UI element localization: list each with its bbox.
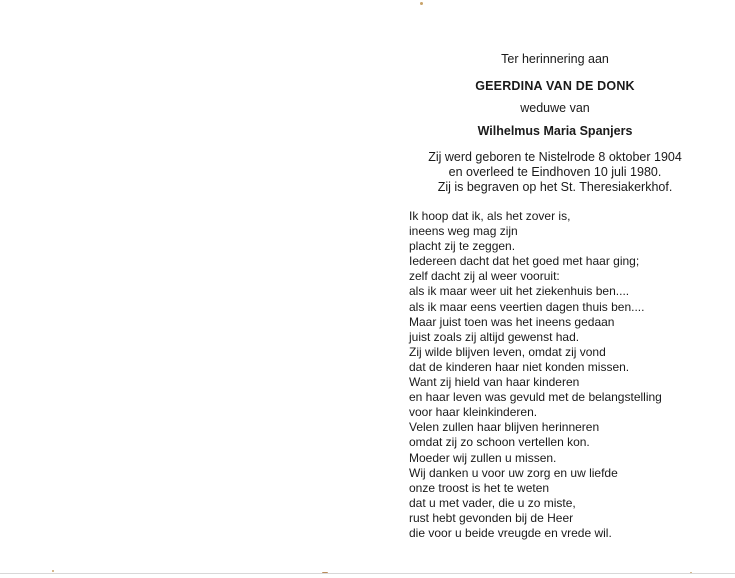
poem-line: Want zij hield van haar kinderen bbox=[409, 375, 580, 390]
spouse-name: Wilhelmus Maria Spanjers bbox=[477, 124, 633, 138]
poem-line: onze troost is het te weten bbox=[409, 480, 550, 495]
poem-line: Ik hoop dat ik, als het zover is, bbox=[409, 209, 571, 223]
poem-line: voor haar kleinkinderen. bbox=[409, 405, 538, 420]
poem-line: dat u met vader, die u zo miste, bbox=[409, 495, 576, 510]
poem-line: Wij danken u voor uw zorg en uw liefde bbox=[409, 465, 618, 480]
poem-line: juist zoals zij altijd gewenst had. bbox=[409, 329, 580, 344]
poem-line: ineens weg mag zijn bbox=[409, 224, 518, 239]
bio-line-death: en overleed te Eindhoven 10 juli 1980. bbox=[448, 165, 662, 179]
bio-line-burial: Zij is begraven op het St. Theresiakerkhof. bbox=[437, 180, 673, 194]
poem-line: en haar leven was gevuld met de belangstelling bbox=[409, 390, 662, 405]
poem-line: rust hebt gevonden bij de Heer bbox=[409, 510, 574, 525]
poem-line: als ik maar weer uit het ziekenhuis ben.... bbox=[409, 284, 630, 299]
poem-line: placht zij te zeggen. bbox=[409, 239, 516, 254]
poem-line: Zij wilde blijven leven, omdat zij vond bbox=[409, 344, 606, 359]
poem-line: Moeder wij zullen u missen. bbox=[409, 450, 557, 465]
poem-line: als ik maar eens veertien dagen thuis ben.... bbox=[409, 299, 645, 314]
poem-line: Velen zullen haar blijven herinneren bbox=[409, 420, 600, 435]
card-bottom-edge bbox=[0, 573, 735, 574]
paper-speck bbox=[420, 2, 423, 5]
deceased-name: GEERDINA VAN DE DONK bbox=[475, 79, 635, 93]
memorial-poem bbox=[409, 209, 729, 541]
widow-of-line: weduwe van bbox=[520, 101, 590, 115]
poem-line: Iedereen dacht dat het goed met haar ging; bbox=[409, 254, 640, 269]
intro-line: Ter herinnering aan bbox=[501, 52, 609, 66]
poem-line: die voor u beide vreugde en vrede wil. bbox=[409, 525, 612, 540]
poem-line: zelf dacht zij al weer vooruit: bbox=[409, 269, 560, 284]
poem-line: Maar juist toen was het ineens gedaan bbox=[409, 314, 615, 329]
poem-line: omdat zij zo schoon vertellen kon. bbox=[409, 435, 590, 450]
poem-line: dat de kinderen haar niet konden missen. bbox=[409, 359, 630, 374]
paper-speck bbox=[52, 570, 54, 572]
bio-line-birth: Zij werd geboren te Nistelrode 8 oktober 1904 bbox=[428, 150, 682, 164]
